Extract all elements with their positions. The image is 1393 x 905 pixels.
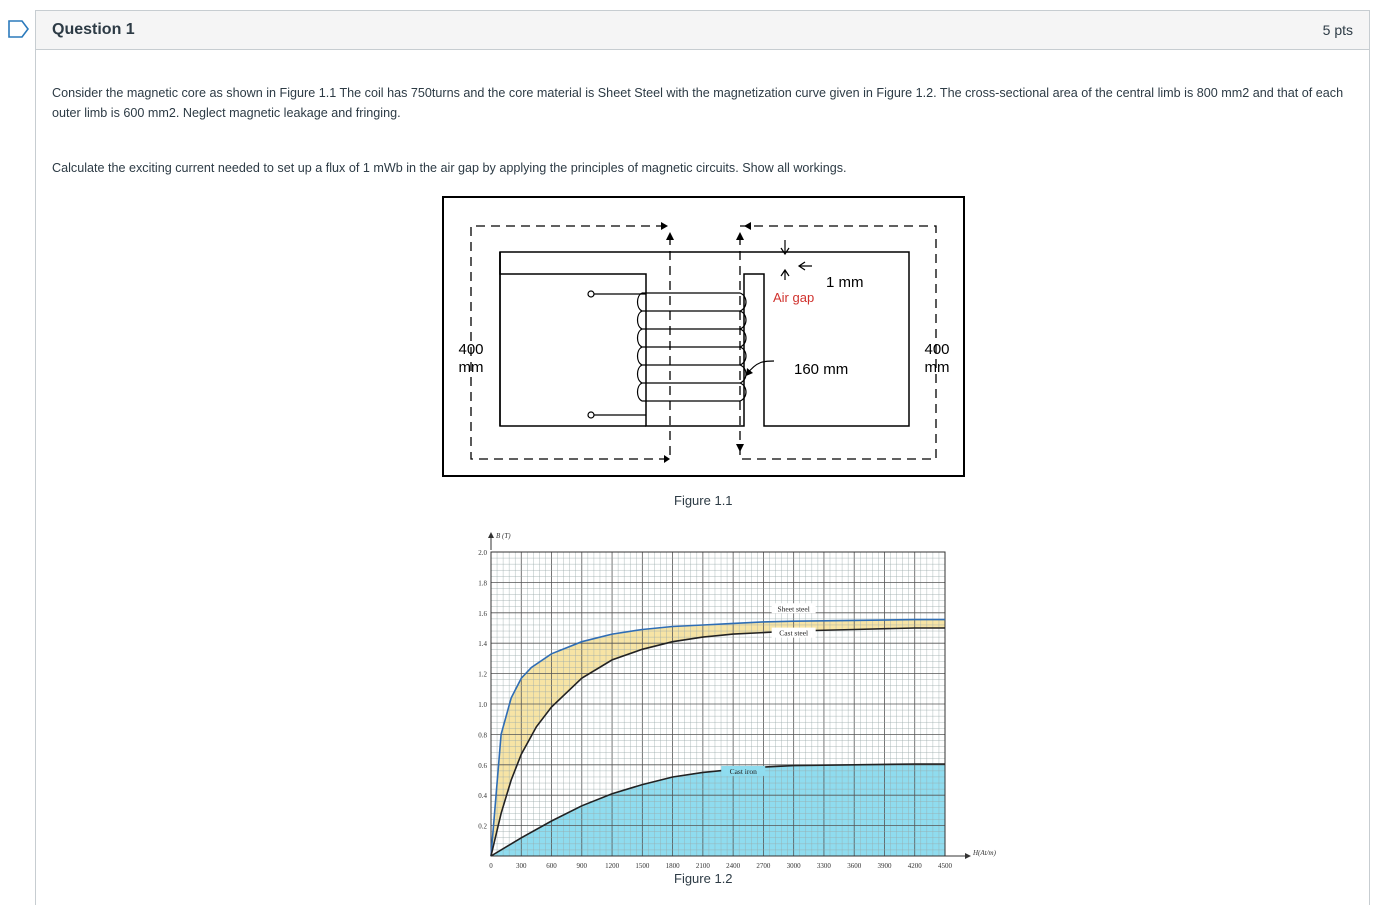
x-tick-label: 3000 bbox=[786, 862, 801, 870]
question-header bbox=[36, 11, 1369, 50]
figure-1-2-magnetization-chart bbox=[436, 521, 996, 873]
left-dimension-unit: mm bbox=[458, 359, 484, 376]
x-tick-label: 1800 bbox=[665, 862, 680, 870]
y-axis-arrowhead bbox=[488, 532, 494, 538]
question-paragraph-1: Consider the magnetic core as shown in Figure 1.1 The coil has 750turns and the core material is Sheet Steel with the magnetization curve given in Figure 1.2. The cross-sectional area of the central limb is 800 mm2 and that of each outer limb is 600 mm2. Neglect magnetic leakage and fringing. bbox=[52, 86, 1344, 120]
right-dimension-value: 400 bbox=[924, 341, 950, 358]
series-label: Cast steel bbox=[779, 628, 809, 638]
figure-1-2-caption: Figure 1.2 bbox=[674, 871, 733, 886]
cast-iron-fill bbox=[491, 764, 945, 856]
x-tick-label: 3300 bbox=[816, 862, 831, 870]
flag-question-icon[interactable] bbox=[8, 20, 30, 38]
x-tick-label: 2700 bbox=[756, 862, 771, 870]
y-tick-label: 0.4 bbox=[478, 792, 487, 801]
y-tick-label: 1.0 bbox=[478, 701, 487, 709]
figure-1-1-caption: Figure 1.1 bbox=[674, 493, 733, 508]
y-axis-label: B (T) bbox=[496, 532, 511, 540]
y-tick-label: 1.6 bbox=[478, 609, 487, 618]
limb-width-label: 160 mm bbox=[794, 361, 849, 378]
x-axis-label: H(At/m) bbox=[973, 849, 996, 857]
x-tick-label: 3900 bbox=[877, 862, 892, 870]
x-tick-label: 900 bbox=[576, 862, 588, 870]
x-tick-label: 3600 bbox=[847, 862, 862, 870]
x-tick-label: 4200 bbox=[907, 862, 922, 870]
x-tick-label: 1200 bbox=[605, 862, 620, 870]
y-tick-label: 0.6 bbox=[478, 761, 487, 770]
right-dimension-unit: mm bbox=[924, 359, 950, 376]
left-dimension-value: 400 bbox=[458, 341, 484, 358]
y-tick-label: 2.0 bbox=[478, 549, 487, 557]
x-tick-label: 2400 bbox=[726, 862, 741, 870]
question-title: Question 1 bbox=[52, 21, 135, 38]
series-label: Cast iron bbox=[729, 766, 757, 776]
y-tick-label: 0.8 bbox=[478, 731, 487, 740]
y-tick-label: 1.8 bbox=[478, 579, 487, 588]
gap-length-label: 1 mm bbox=[826, 274, 864, 291]
x-tick-label: 2100 bbox=[695, 862, 710, 870]
y-tick-label: 1.2 bbox=[478, 670, 487, 679]
y-tick-label: 0.2 bbox=[478, 822, 487, 831]
x-tick-label: 1500 bbox=[635, 862, 650, 870]
x-axis-arrowhead bbox=[965, 853, 971, 859]
x-tick-label: 600 bbox=[546, 862, 557, 870]
question-paragraph-2: Calculate the exciting current needed to set up a flux of 1 mWb in the air gap by applying the principles of magnetic circuits. Show all workings. bbox=[52, 161, 847, 175]
air-gap-label: Air gap bbox=[773, 290, 815, 305]
x-tick-label: 0 bbox=[489, 862, 493, 870]
question-card bbox=[35, 10, 1370, 905]
question-points: 5 pts bbox=[1322, 22, 1353, 38]
x-tick-label: 300 bbox=[516, 862, 527, 870]
series-label: Sheet steel bbox=[777, 604, 810, 614]
y-tick-label: 1.4 bbox=[478, 640, 487, 649]
figure-1-1-magnetic-core bbox=[442, 196, 966, 478]
x-tick-label: 4500 bbox=[938, 862, 952, 870]
